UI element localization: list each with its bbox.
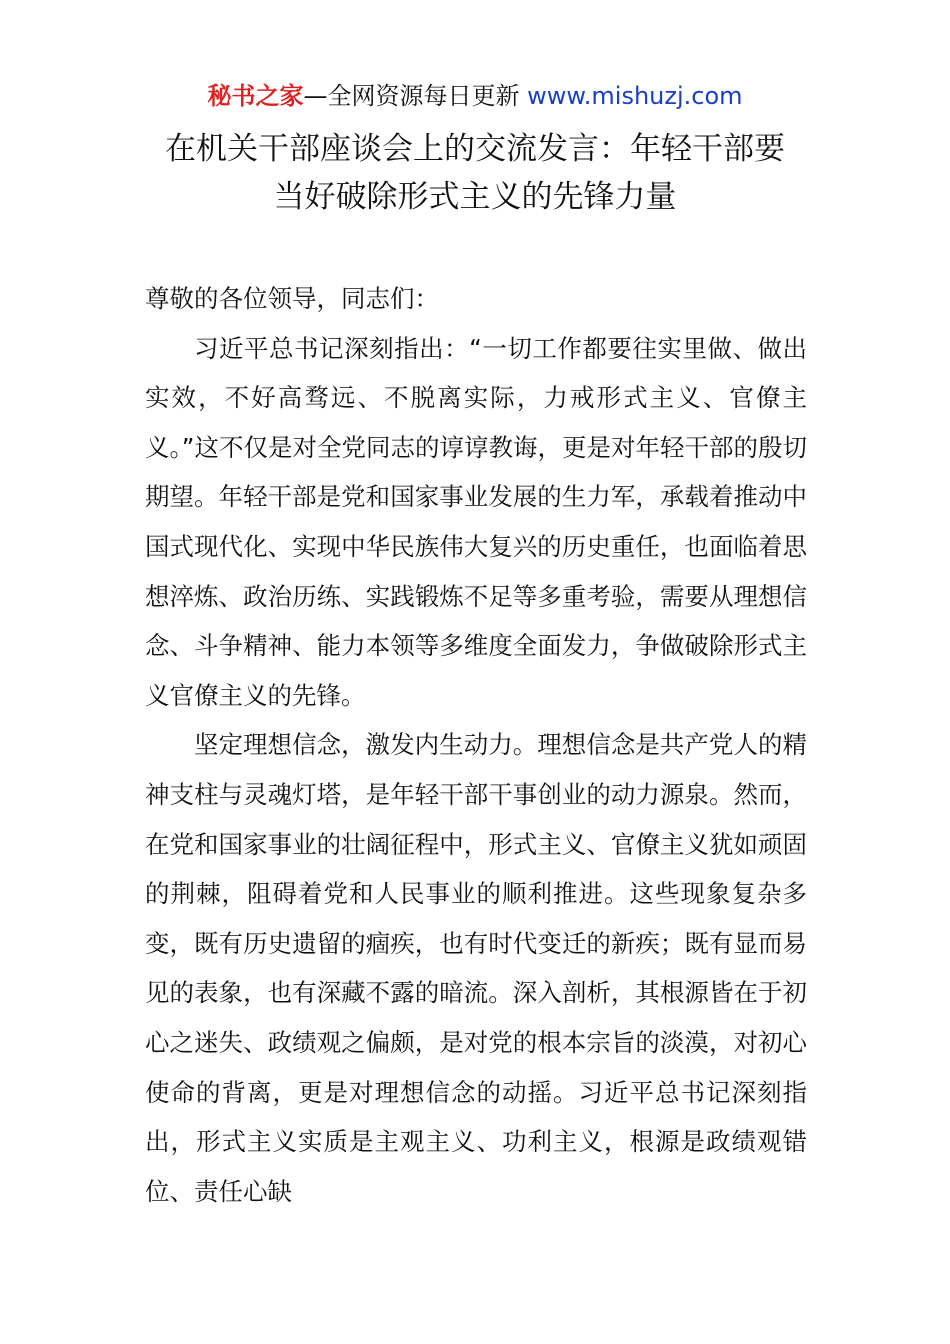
paragraph-1: 习近平总书记深刻指出：“一切工作都要往实里做、做出实效，不好高骛远、不脱离实际，力戒形式主义、官僚主义。”这不仅是对全党同志的谆谆教诲，更是对年轻干部的殷切期望。年轻干部是党和国家事业发展的生力军，承载着推动中国式现代化、实现中华民族伟大复兴的历史重任，也面临着思想淬炼、政治历练、实践锻炼不足等多重考验，需要从理想信念、斗争精神、能力本领等多维度全面发力，争做破除形式主义官僚主义的先锋。 bbox=[145, 333, 807, 710]
document-body bbox=[145, 274, 807, 1216]
paragraph-2: 坚定理想信念，激发内生动力。理想信念是共产党人的精神支柱与灵魂灯塔，是年轻干部干事创业的动力源泉。然而，在党和国家事业的壮阔征程中，形式主义、官僚主义犹如顽固的荆棘，阻碍着党和人民事业的顺利推进。这些现象复杂多变，既有历史遗留的痼疾，也有时代变迁的新疾；既有显而易见的表象，也有深藏不露的暗流。深入剖析，其根源皆在于初心之迷失、政绩观之偏颇，是对党的根本宗旨的淡漠，对初心使命的背离，更是对理想信念的动摇。习近平总书记深刻指出，形式主义实质是主观主义、功利主义，根源是政绩观错位、责任心缺 bbox=[145, 730, 807, 1206]
site-url-link[interactable]: www.mishuzj.com bbox=[527, 82, 743, 110]
site-header bbox=[0, 80, 950, 112]
salutation: 尊敬的各位领导，同志们： bbox=[145, 284, 439, 313]
document-title bbox=[0, 125, 950, 221]
title-line-2: 当好破除形式主义的先锋力量 bbox=[273, 179, 677, 215]
site-tagline: —全网资源每日更新 bbox=[303, 82, 528, 110]
title-line-1: 在机关干部座谈会上的交流发言：年轻干部要 bbox=[165, 131, 785, 167]
site-brand: 秘书之家 bbox=[207, 82, 304, 110]
